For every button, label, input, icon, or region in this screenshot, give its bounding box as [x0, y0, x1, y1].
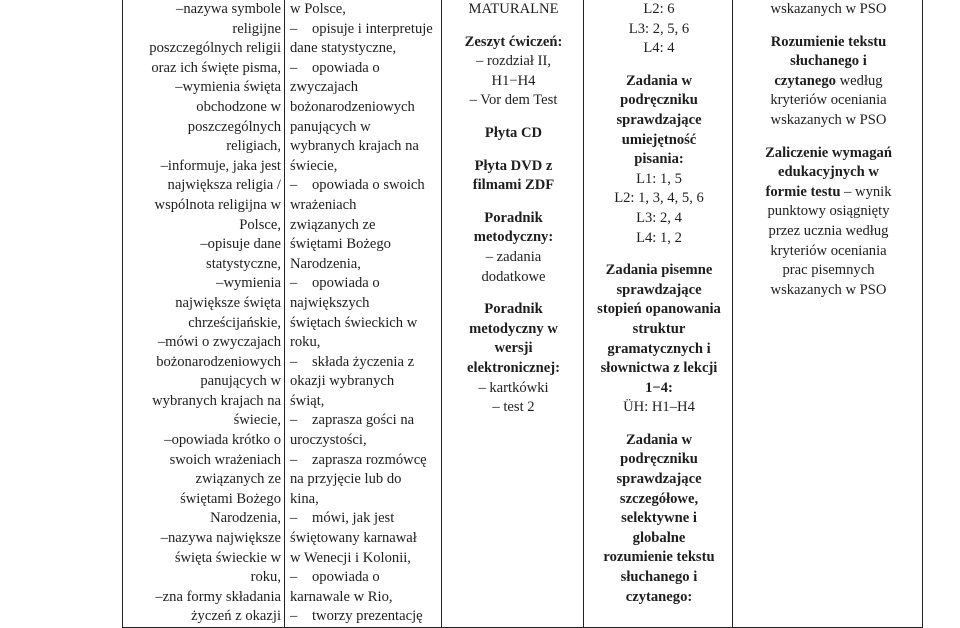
text-line — [589, 131, 729, 151]
text-line — [738, 183, 919, 203]
text-line — [589, 72, 729, 92]
text-line — [447, 379, 580, 399]
text-content: kryteriów oceniania — [770, 242, 887, 259]
text-content: Poradnik — [484, 301, 543, 318]
text-content: w Wenecji i Kolonii, — [290, 549, 411, 566]
text-content: świecie, — [233, 412, 281, 429]
text-line — [447, 33, 580, 53]
text-line — [738, 111, 919, 131]
text-line — [589, 229, 729, 249]
text-content: bożonarodzeniowych — [290, 98, 415, 115]
text-content: szczegółowe, — [619, 490, 699, 507]
bullet-dash: – — [290, 177, 298, 194]
text-content: – rozdział II, — [476, 53, 551, 70]
text-line — [290, 333, 438, 353]
text-line — [589, 111, 729, 131]
text-line — [447, 320, 580, 340]
text-content: oraz ich święte pisma, — [151, 59, 281, 76]
text-line — [290, 216, 438, 236]
text-line — [128, 470, 281, 490]
text-content: bożonarodzeniowych — [156, 353, 281, 370]
text-line — [290, 392, 438, 412]
text-content: swoich wrażeniach — [169, 451, 281, 468]
text-content: zna formy składania — [162, 588, 281, 605]
paragraph-gap — [589, 418, 729, 431]
text-content: H1−H4 — [491, 72, 536, 89]
text-line — [447, 157, 580, 177]
text-line — [290, 470, 438, 490]
text-line — [290, 451, 438, 471]
bullet-dash: – — [290, 353, 298, 370]
text-content: nazywa największe — [167, 530, 281, 547]
text-line — [290, 607, 438, 627]
text-content: statystyczne, — [206, 255, 281, 272]
text-line — [290, 59, 438, 79]
text-content: opisuje i interpretuje — [312, 20, 433, 37]
text-content: na przyjęcie lub do — [290, 471, 402, 488]
text-line — [128, 607, 281, 627]
text-line — [128, 431, 281, 451]
text-content: związanych ze — [195, 471, 281, 488]
bullet-dash: – — [290, 275, 298, 292]
bullet-dash: – — [164, 432, 172, 449]
text-line — [128, 314, 281, 334]
text-line — [589, 359, 729, 379]
text-content: wybranych krajach na — [152, 392, 281, 409]
text-content: punktowy osiągnięty — [767, 203, 890, 220]
text-content: w Polsce, — [290, 1, 346, 17]
text-line — [738, 163, 919, 183]
text-content: podręczniku — [620, 451, 698, 468]
text-line — [290, 196, 438, 216]
text-content: rozumienie tekstu — [603, 549, 715, 566]
paragraph-gap — [447, 20, 580, 33]
text-line — [738, 261, 919, 281]
bullet-dash: – — [290, 59, 298, 76]
text-line — [128, 20, 281, 40]
text-content: czytanego: — [625, 588, 693, 605]
text-content: prac pisemnych — [782, 262, 875, 279]
text-content: sprawdzające — [616, 281, 702, 298]
text-content: wymienia — [223, 275, 281, 292]
paragraph-gap — [447, 144, 580, 157]
text-line — [447, 209, 580, 229]
text-line — [128, 411, 281, 431]
paragraph-gap — [447, 287, 580, 300]
text-content: kina, — [290, 490, 319, 507]
text-line — [447, 0, 580, 20]
text-content: świąt, — [290, 392, 325, 409]
text-line — [738, 91, 919, 111]
text-content: zwyczajach — [290, 79, 359, 96]
text-content: poszczególnych religii — [149, 40, 281, 57]
text-line — [128, 176, 281, 196]
text-content: opowiada o — [312, 59, 380, 76]
text-content: największe święta — [175, 294, 281, 311]
text-content: 1−4: — [645, 379, 673, 396]
text-content: informuje, jaka jest — [167, 157, 281, 174]
text-content: świętowany karnawał — [290, 530, 417, 547]
text-line — [128, 274, 281, 294]
text-bold-part: czytanego — [774, 72, 836, 89]
text-content: L2: 6 — [643, 1, 675, 17]
text-line — [128, 235, 281, 255]
text-line — [738, 0, 919, 20]
text-content: – kartkówki — [478, 379, 549, 396]
text-content: opowiada o — [312, 569, 380, 586]
text-content: umiejętność — [621, 131, 697, 148]
text-content: słuchanego i — [790, 53, 867, 70]
text-line — [290, 274, 438, 294]
text-content: zaprasza rozmówcę — [312, 451, 427, 468]
text-line — [589, 470, 729, 490]
text-content: – zadania — [485, 248, 542, 265]
table-cell-objectives-basic — [123, 0, 285, 628]
text-content: gramatycznych i — [607, 340, 711, 357]
text-line — [589, 91, 729, 111]
text-content: religiach, — [226, 138, 281, 155]
text-line — [128, 529, 281, 549]
text-line — [738, 144, 919, 164]
text-content: mówi, jak jest — [312, 510, 395, 527]
text-content: dane statystyczne, — [290, 40, 397, 57]
text-line — [128, 509, 281, 529]
text-content: roku, — [250, 569, 281, 586]
paragraph-gap — [738, 131, 919, 144]
text-content: okazji wybranych — [290, 373, 395, 390]
column-materials — [442, 0, 583, 418]
text-line — [290, 0, 438, 20]
text-content: wskazanych w PSO — [770, 111, 887, 128]
text-line — [589, 0, 729, 20]
text-line — [447, 124, 580, 144]
text-line — [447, 268, 580, 288]
text-line — [589, 398, 729, 418]
text-line — [290, 529, 438, 549]
text-content: słuchanego i — [620, 569, 698, 586]
text-content: L1: 1, 5 — [636, 170, 682, 187]
text-line — [128, 39, 281, 59]
text-content: Płyta CD — [484, 124, 543, 141]
text-line — [128, 333, 281, 353]
text-line — [447, 52, 580, 72]
text-line — [290, 588, 438, 608]
text-line — [738, 202, 919, 222]
text-line — [589, 588, 729, 608]
bullet-dash: – — [155, 588, 163, 605]
text-content: L2: 1, 3, 4, 5, 6 — [614, 190, 704, 207]
bullet-dash: – — [290, 412, 298, 429]
bullet-dash: – — [200, 236, 208, 253]
text-line — [589, 150, 729, 170]
text-line — [589, 209, 729, 229]
bullet-dash: – — [176, 1, 184, 17]
syllabus-table — [122, 0, 923, 628]
text-content: selektywne i — [621, 510, 697, 527]
text-line — [738, 222, 919, 242]
text-content: wybranych krajach na — [290, 138, 419, 155]
text-line — [128, 294, 281, 314]
paragraph-gap — [447, 111, 580, 124]
paragraph-gap — [447, 196, 580, 209]
text-content: roku, — [290, 334, 321, 351]
text-content: ÜH: H1–H4 — [623, 399, 695, 416]
text-line — [589, 300, 729, 320]
text-line — [128, 216, 281, 236]
text-content: L4: 4 — [643, 40, 675, 57]
text-line — [290, 509, 438, 529]
text-content: świętami Bożego — [290, 236, 391, 253]
text-line — [290, 176, 438, 196]
text-content: wskazanych w PSO — [770, 281, 887, 298]
text-line — [290, 431, 438, 451]
bullet-dash: – — [157, 334, 166, 351]
text-content: karnawale w Rio, — [290, 588, 393, 605]
text-line — [290, 235, 438, 255]
text-content: uroczystości, — [290, 432, 367, 449]
text-content: wrażeniach — [290, 196, 357, 213]
text-content: przez ucznia według — [768, 222, 889, 239]
text-line — [589, 261, 729, 281]
text-content: metodyczny: — [473, 229, 554, 246]
text-line — [128, 78, 281, 98]
text-content: struktur — [632, 320, 686, 337]
text-content: Narodzenia, — [290, 255, 361, 272]
text-content: chrześcijańskie, — [188, 314, 281, 331]
text-line — [128, 568, 281, 588]
text-content: Zadania pisemne — [605, 262, 713, 279]
column-assessment-criteria — [733, 0, 922, 300]
table-cell-objectives-extended — [285, 0, 442, 628]
text-content: największych — [290, 294, 370, 311]
text-content: mówi o zwyczajach — [165, 334, 281, 351]
text-regular-part: według — [835, 72, 883, 89]
text-content: sprawdzające — [616, 111, 702, 128]
text-line — [738, 72, 919, 92]
text-regular-part: – wynik — [840, 183, 892, 200]
text-content: obchodzone w — [196, 98, 281, 115]
text-line — [128, 372, 281, 392]
text-line — [128, 353, 281, 373]
table-row — [123, 0, 923, 628]
text-line — [447, 72, 580, 92]
text-content: świętami Bożego — [180, 490, 281, 507]
text-content: opowiada o swoich — [312, 177, 425, 194]
column-assessment-tasks — [584, 0, 732, 607]
text-content: L4: 1, 2 — [636, 229, 682, 246]
text-line — [128, 59, 281, 79]
text-line — [447, 91, 580, 111]
text-line — [589, 170, 729, 190]
text-line — [290, 353, 438, 373]
table-cell-assessment-criteria — [733, 0, 923, 628]
text-line — [290, 78, 438, 98]
text-content: Zaliczenie wymagań — [765, 144, 892, 161]
text-content: Narodzenia, — [210, 510, 281, 527]
text-content: święta świeckie w — [174, 549, 281, 566]
text-content: elektronicznej: — [467, 359, 560, 376]
bullet-dash: – — [216, 275, 224, 292]
text-line — [447, 359, 580, 379]
text-content: poszczególnych — [187, 118, 281, 135]
text-content: zaprasza gości na — [312, 412, 415, 429]
table-cell-materials — [442, 0, 584, 628]
text-line — [290, 39, 438, 59]
text-content: największa religia / — [167, 177, 281, 194]
text-content: opowiada krótko o — [171, 432, 281, 449]
text-line — [589, 509, 729, 529]
bullet-dash: – — [160, 157, 168, 174]
bullet-dash: – — [160, 530, 168, 547]
text-line — [290, 411, 438, 431]
text-line — [128, 0, 281, 20]
bullet-dash: – — [290, 569, 298, 586]
column-objectives-extended — [285, 0, 441, 627]
text-line — [738, 281, 919, 301]
text-line — [290, 294, 438, 314]
text-content: wymienia święta — [182, 79, 281, 96]
text-line — [128, 490, 281, 510]
text-line — [589, 189, 729, 209]
text-content: słownictwa z lekcji — [600, 360, 718, 377]
text-content: świętach świeckich w — [290, 314, 418, 331]
text-content: wskazanych w PSO — [770, 1, 887, 17]
text-content: Poradnik — [484, 209, 543, 226]
text-line — [290, 137, 438, 157]
column-objectives-basic — [123, 0, 284, 627]
text-line — [447, 300, 580, 320]
text-content: edukacyjnych w — [778, 164, 879, 181]
text-content: – test 2 — [492, 399, 535, 416]
text-line — [589, 431, 729, 451]
text-line — [290, 372, 438, 392]
bullet-dash: – — [290, 510, 298, 527]
text-content: panujących w — [200, 373, 281, 390]
bullet-dash: – — [175, 79, 183, 96]
text-line — [589, 39, 729, 59]
text-line — [589, 340, 729, 360]
text-line — [589, 20, 729, 40]
text-line — [447, 248, 580, 268]
text-line — [128, 98, 281, 118]
text-bold-part: formie testu — [765, 183, 841, 200]
text-line — [290, 255, 438, 275]
text-content: kryteriów oceniania — [770, 92, 887, 109]
text-content: religijne — [232, 20, 281, 37]
bullet-dash: – — [290, 608, 298, 625]
text-line — [589, 568, 729, 588]
text-line — [290, 20, 438, 40]
text-content: życzeń z okazji — [191, 608, 281, 625]
text-line — [128, 157, 281, 177]
text-line — [128, 255, 281, 275]
text-line — [290, 157, 438, 177]
text-line — [290, 568, 438, 588]
text-line — [589, 320, 729, 340]
text-content: L3: 2, 5, 6 — [628, 20, 690, 37]
text-content: Rozumienie tekstu — [770, 33, 887, 50]
text-line — [128, 118, 281, 138]
text-line — [128, 588, 281, 608]
text-content: – Vor dem Test — [469, 92, 558, 109]
text-content: Zadania w — [625, 431, 693, 448]
text-line — [589, 281, 729, 301]
text-content: świecie, — [290, 157, 338, 174]
text-line — [447, 398, 580, 418]
text-content: globalne — [632, 529, 686, 546]
text-content: opowiada o — [312, 275, 380, 292]
text-content: stopień opanowania — [597, 301, 721, 318]
text-content: nazywa symbole — [183, 1, 281, 17]
bullet-dash: – — [290, 451, 298, 468]
text-line — [447, 176, 580, 196]
text-line — [589, 548, 729, 568]
text-line — [290, 490, 438, 510]
text-content: wspólnota religijna w — [154, 196, 281, 213]
text-content: składa życzenia z — [312, 353, 415, 370]
text-line — [589, 379, 729, 399]
text-content: opisuje dane — [207, 236, 281, 253]
text-line — [128, 549, 281, 569]
text-line — [589, 450, 729, 470]
paragraph-gap — [738, 20, 919, 33]
text-content: podręczniku — [620, 92, 698, 109]
text-content: związanych ze — [290, 216, 376, 233]
text-line — [738, 242, 919, 262]
text-line — [447, 339, 580, 359]
text-line — [290, 549, 438, 569]
text-line — [589, 490, 729, 510]
text-line — [290, 314, 438, 334]
text-content: metodyczny w — [469, 320, 558, 337]
text-line — [128, 451, 281, 471]
text-line — [128, 137, 281, 157]
text-line — [290, 118, 438, 138]
paragraph-gap — [589, 59, 729, 72]
text-line — [447, 228, 580, 248]
text-content: wersji — [494, 340, 533, 357]
text-line — [738, 52, 919, 72]
text-line — [128, 196, 281, 216]
table-cell-assessment-tasks — [584, 0, 733, 628]
text-content: filmami ZDF — [472, 177, 555, 194]
text-content: Zadania w — [625, 72, 693, 89]
text-content: sprawdzające — [616, 471, 702, 488]
bullet-dash: – — [290, 20, 298, 37]
text-line — [589, 529, 729, 549]
text-content: MATURALNE — [468, 1, 559, 17]
text-line — [128, 392, 281, 412]
text-content: Płyta DVD z — [474, 157, 553, 174]
text-content: panujących w — [290, 118, 371, 135]
paragraph-gap — [589, 248, 729, 261]
text-content: Polsce, — [239, 216, 281, 233]
text-content: tworzy prezentację — [312, 608, 423, 625]
text-content: dodatkowe — [481, 268, 546, 285]
text-content: L3: 2, 4 — [636, 209, 682, 226]
text-line — [738, 33, 919, 53]
text-content: Zeszyt ćwiczeń: — [464, 33, 563, 50]
text-line — [290, 98, 438, 118]
text-content: pisania: — [634, 151, 684, 168]
